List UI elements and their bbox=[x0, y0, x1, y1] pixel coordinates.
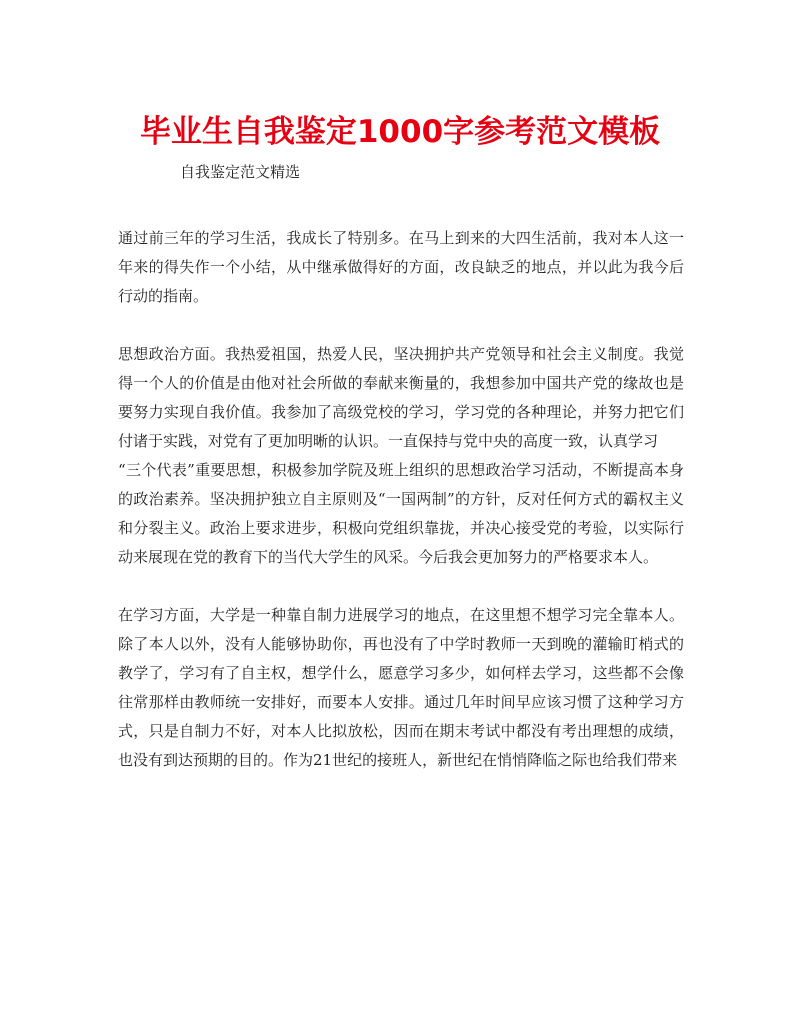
paragraph-study: 在学习方面，大学是一种靠自制力进展学习的地点，在这里想不想学习完全靠本人。除了本人以外，没有人能够协助你，再也没有了中学时教师一天到晚的灌输盯梢式的教学了，学习有了自主权，想学什么，愿意学习多少，如何样去学习，这些都不会像往常那样由教师统一安排好，而要本人安排。通过几年时间早应该习惯了这种学习方式，只是自制力不好，对本人比拟放松，因而在期末考试中都没有考出理想的成绩，也没有到达预期的目的。作为21世纪的接班人，新世纪在悄悄降临之际也给我们带来 bbox=[118, 606, 684, 769]
paragraph-politics: 思想政治方面。我热爱祖国，热爱人民，坚决拥护共产党领导和社会主义制度。我觉得一个人的价值是由他对社会所做的奉献来衡量的，我想参加中国共产党的缘故也是要努力实现自我价值。我参加了高级党校的学习，学习党的各种理论，并努力把它们付诸于实践，对党有了更加明晰的认识。一直保持与党中央的高度一致，认真学习 bbox=[118, 345, 684, 450]
paragraph-politics-continued: “三个代表”重要思想，积极参加学院及班上组织的思想政治学习活动，不断提高本身的政治素养。坚决拥护独立自主原则及“一国两制”的方针，反对任何方式的霸权主义和分裂主义。政治上要求进步，积极向党组织靠拢，并决心接受党的考验，以实际行动来展现在党的教育下的当代大学生的风采。今后我会更加努力的严格要求本人。 bbox=[118, 461, 684, 566]
document-body bbox=[118, 224, 684, 804]
paragraph-intro: 通过前三年的学习生活，我成长了特别多。在马上到来的大四生活前，我对本人这一年来的得失作一个小结，从中继承做得好的方面，改良缺乏的地点，并以此为我今后行动的指南。 bbox=[118, 229, 684, 305]
document-title: 毕业生自我鉴定1000字参考范文模板 bbox=[139, 114, 661, 150]
document-subtitle: 自我鉴定范文精选 bbox=[180, 163, 301, 181]
